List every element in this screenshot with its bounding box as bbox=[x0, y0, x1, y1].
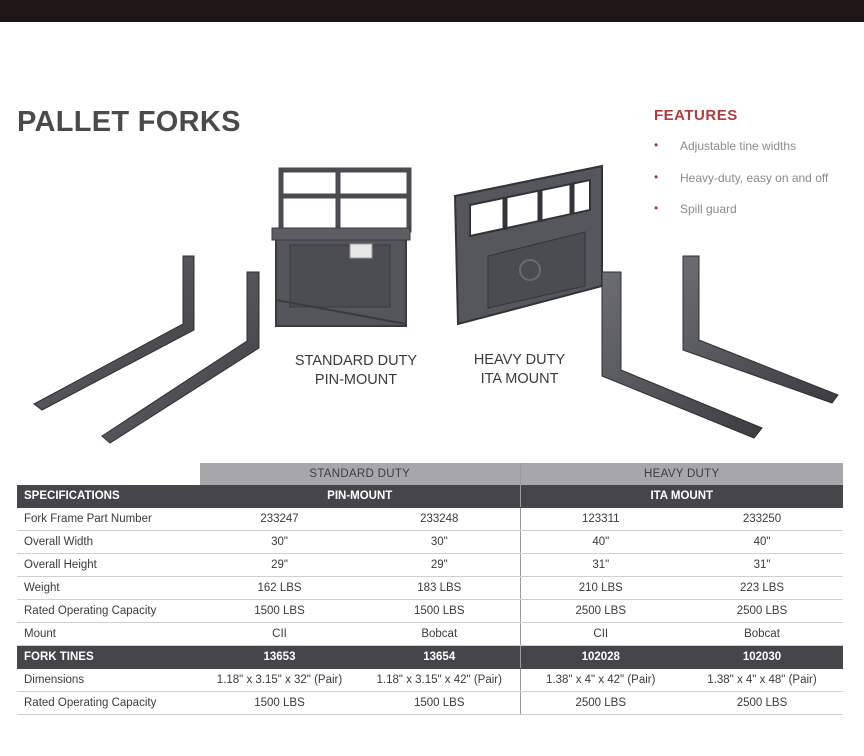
feature-item: • Heavy-duty, easy on and off bbox=[654, 168, 854, 200]
standard-duty-caption: STANDARD DUTY PIN-MOUNT bbox=[294, 353, 418, 388]
standard-frame-image bbox=[272, 170, 410, 326]
feature-item: • Spill guard bbox=[654, 199, 854, 231]
heavy-frame-image bbox=[455, 166, 602, 324]
heavy-fork-tines-image bbox=[602, 256, 838, 438]
table-row: Overall Height 29" 29" 31" 31" bbox=[17, 554, 843, 577]
table-row: Overall Width 30" 30" 40" 40" bbox=[17, 531, 843, 554]
bullet-icon: • bbox=[654, 201, 659, 215]
standard-fork-tines-image bbox=[34, 256, 259, 443]
group-heavy-duty: HEAVY DUTY bbox=[520, 463, 843, 485]
group-standard-duty: STANDARD DUTY bbox=[200, 463, 520, 485]
fork-tines-header-row: FORK TINES 13653 13654 102028 102030 bbox=[17, 646, 843, 669]
bullet-icon: • bbox=[654, 138, 659, 152]
page-title: PALLET FORKS bbox=[17, 106, 241, 138]
bullet-icon: • bbox=[654, 169, 659, 184]
table-header-row: SPECIFICATIONS PIN-MOUNT ITA MOUNT bbox=[17, 485, 843, 508]
table-row: Mount CII Bobcat CII Bobcat bbox=[17, 623, 843, 646]
table-row: Fork Frame Part Number 233247 233248 123311 233250 bbox=[17, 508, 843, 531]
table-row: Rated Operating Capacity 1500 LBS 1500 LBS 2500 LBS 2500 LBS bbox=[17, 600, 843, 623]
table-row: Dimensions 1.18" x 3.15" x 32" (Pair) 1.18" x 3.15" x 42" (Pair) 1.38" x 4" x 42" (Pair) 1.38" x 4" x 48" (Pair) bbox=[17, 669, 843, 692]
spec-table bbox=[17, 463, 843, 715]
feature-item: • Adjustable tine widths bbox=[654, 136, 854, 168]
table-group-row bbox=[17, 463, 843, 485]
features-heading: FEATURES bbox=[654, 107, 738, 124]
table-row: Weight 162 LBS 183 LBS 210 LBS 223 LBS bbox=[17, 577, 843, 600]
heavy-duty-caption: HEAVY DUTY ITA MOUNT bbox=[473, 352, 566, 387]
table-row: Rated Operating Capacity 1500 LBS 1500 LBS 2500 LBS 2500 LBS bbox=[17, 692, 843, 715]
